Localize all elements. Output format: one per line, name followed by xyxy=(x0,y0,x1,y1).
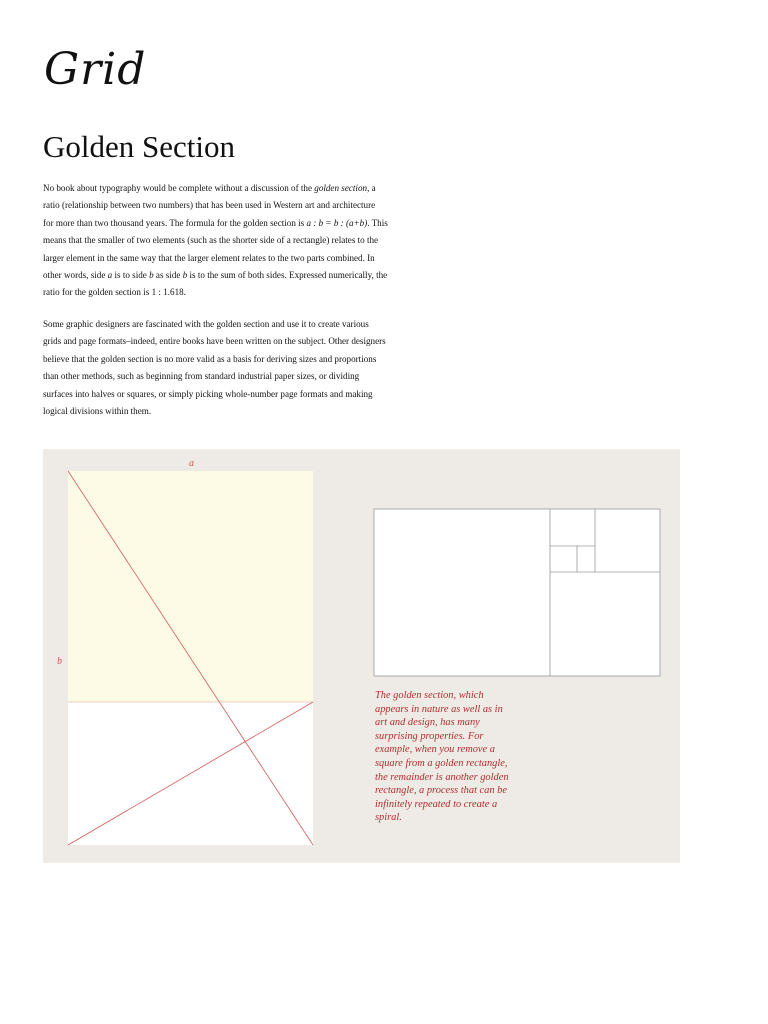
para1-text-6: is to the sum of both sides. Expressed numerically, the ratio for the golden section is 1 : 1.618. xyxy=(43,270,388,298)
spiral-rectangle xyxy=(374,509,660,676)
golden-square-fill xyxy=(68,471,313,702)
figure-caption: The golden section, which appears in nature as well as in art and design, has many surprising properties. For example, when you remove a square from a golden rectangle, the remainder is another golden rectangle, a process that can be infinitely repeated to create a spiral. xyxy=(375,690,509,824)
para1-text-1: No book about typography would be complete without a discussion of the xyxy=(43,183,315,193)
section-heading: Golden Section xyxy=(43,129,235,164)
golden-section-term: golden section xyxy=(314,183,368,193)
body-paragraph-2: Some graphic designers are fascinated with the golden section and use it to create various grids and page formats–indeed, entire books have been written on the subject. Other designers believe that the golden section is no more valid as a basis for deriving sizes and proportions than other methods, such as beginning from standard industrial paper sizes, or dividing surfaces into halves or squares, or simply picking whole-number page formats and making logical divisions within them. xyxy=(43,319,386,417)
label-b: b xyxy=(57,656,62,667)
para1-text-4: is to side xyxy=(112,270,150,281)
running-title: Grid xyxy=(44,44,147,95)
para1-text-3: . This means that the smaller of two elements (such as the shorter side of a rectangle) relates to the larger element in the same way that the larger element relates to the two parts combined. In other words, side xyxy=(43,217,388,281)
para1-text-2: , a ratio (relationship between two numbers) that has been used in Western art and architecture for more than two thousand years. The formula for the golden section is xyxy=(43,183,376,228)
para1-text-5: as side xyxy=(153,270,183,281)
side-a-term: a xyxy=(107,270,113,281)
side-b-term: b xyxy=(149,270,154,281)
label-a: a xyxy=(189,458,194,469)
side-b-term-2: b xyxy=(182,270,188,281)
golden-section-formula: a : b = b : (a+b) xyxy=(306,217,368,228)
